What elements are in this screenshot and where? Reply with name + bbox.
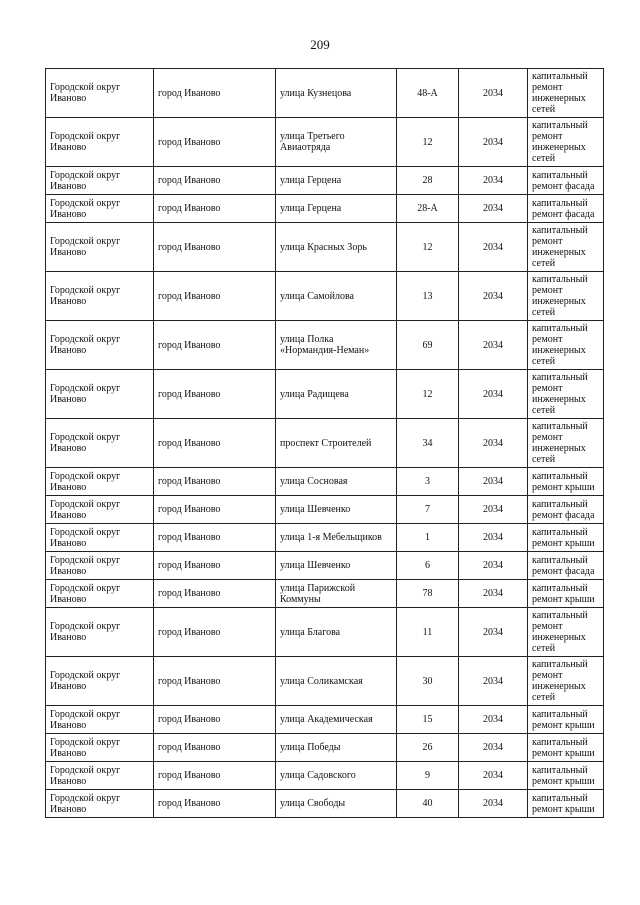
street-cell: улица Академическая [276,706,397,734]
repair-year-cell: 2034 [459,496,528,524]
municipal-district-cell: Городской округ Иваново [46,167,154,195]
settlement-cell: город Иваново [154,272,276,321]
street-cell: улица Третьего Авиаотряда [276,118,397,167]
work-type-cell: капитальный ремонт инженерных сетей [528,321,604,370]
table-row [46,790,604,818]
municipal-district-cell: Городской округ Иваново [46,419,154,468]
street-cell: улица Полка «Нормандия-Неман» [276,321,397,370]
repair-year-cell: 2034 [459,524,528,552]
street-cell: улица Кузнецова [276,69,397,118]
house-number-cell: 26 [397,734,459,762]
work-type-cell: капитальный ремонт инженерных сетей [528,69,604,118]
municipal-district-cell: Городской округ Иваново [46,118,154,167]
table-row [46,706,604,734]
house-number-cell: 48-А [397,69,459,118]
municipal-district-cell: Городской округ Иваново [46,496,154,524]
repair-year-cell: 2034 [459,370,528,419]
street-cell: проспект Строителей [276,419,397,468]
settlement-cell: город Иваново [154,608,276,657]
municipal-district-cell: Городской округ Иваново [46,552,154,580]
settlement-cell: город Иваново [154,118,276,167]
house-number-cell: 13 [397,272,459,321]
repair-year-cell: 2034 [459,762,528,790]
street-cell: улица Красных Зорь [276,223,397,272]
house-number-cell: 28 [397,167,459,195]
municipal-district-cell: Городской округ Иваново [46,195,154,223]
table-row [46,69,604,118]
settlement-cell: город Иваново [154,321,276,370]
repair-year-cell: 2034 [459,790,528,818]
table-row [46,608,604,657]
street-cell: улица Соликамская [276,657,397,706]
house-number-cell: 28-А [397,195,459,223]
settlement-cell: город Иваново [154,496,276,524]
house-number-cell: 12 [397,118,459,167]
repair-year-cell: 2034 [459,118,528,167]
house-number-cell: 3 [397,468,459,496]
street-cell: улица Сосновая [276,468,397,496]
settlement-cell: город Иваново [154,734,276,762]
municipal-district-cell: Городской округ Иваново [46,657,154,706]
municipal-district-cell: Городской округ Иваново [46,524,154,552]
street-cell: улица Шевченко [276,552,397,580]
street-cell: улица 1-я Мебельщиков [276,524,397,552]
repair-year-cell: 2034 [459,552,528,580]
repair-year-cell: 2034 [459,223,528,272]
work-type-cell: капитальный ремонт крыши [528,524,604,552]
work-type-cell: капитальный ремонт инженерных сетей [528,419,604,468]
table-row [46,580,604,608]
table-row [46,195,604,223]
house-number-cell: 1 [397,524,459,552]
table-row [46,657,604,706]
work-type-cell: капитальный ремонт инженерных сетей [528,370,604,419]
street-cell: улица Шевченко [276,496,397,524]
house-number-cell: 69 [397,321,459,370]
table-row [46,468,604,496]
repair-year-cell: 2034 [459,608,528,657]
table-body [46,69,604,818]
street-cell: улица Парижской Коммуны [276,580,397,608]
work-type-cell: капитальный ремонт крыши [528,468,604,496]
table-row [46,734,604,762]
repair-year-cell: 2034 [459,272,528,321]
house-number-cell: 11 [397,608,459,657]
work-type-cell: капитальный ремонт инженерных сетей [528,608,604,657]
settlement-cell: город Иваново [154,552,276,580]
repair-year-cell: 2034 [459,69,528,118]
municipal-district-cell: Городской округ Иваново [46,734,154,762]
house-number-cell: 12 [397,370,459,419]
settlement-cell: город Иваново [154,580,276,608]
settlement-cell: город Иваново [154,69,276,118]
repair-year-cell: 2034 [459,580,528,608]
work-type-cell: капитальный ремонт крыши [528,762,604,790]
municipal-district-cell: Городской округ Иваново [46,706,154,734]
work-type-cell: капитальный ремонт инженерных сетей [528,118,604,167]
municipal-district-cell: Городской округ Иваново [46,321,154,370]
municipal-district-cell: Городской округ Иваново [46,608,154,657]
street-cell: улица Герцена [276,195,397,223]
street-cell: улица Герцена [276,167,397,195]
work-type-cell: капитальный ремонт инженерных сетей [528,223,604,272]
municipal-district-cell: Городской округ Иваново [46,272,154,321]
repair-year-cell: 2034 [459,657,528,706]
repair-year-cell: 2034 [459,468,528,496]
street-cell: улица Самойлова [276,272,397,321]
settlement-cell: город Иваново [154,762,276,790]
repair-schedule-table [45,68,604,818]
work-type-cell: капитальный ремонт крыши [528,790,604,818]
repair-year-cell: 2034 [459,706,528,734]
page-number: 209 [310,37,330,52]
municipal-district-cell: Городской округ Иваново [46,580,154,608]
repair-year-cell: 2034 [459,734,528,762]
work-type-cell: капитальный ремонт фасада [528,195,604,223]
table-row [46,419,604,468]
table-row [46,524,604,552]
repair-year-cell: 2034 [459,167,528,195]
table-row [46,552,604,580]
settlement-cell: город Иваново [154,195,276,223]
work-type-cell: капитальный ремонт фасада [528,167,604,195]
settlement-cell: город Иваново [154,419,276,468]
table-row [46,370,604,419]
settlement-cell: город Иваново [154,167,276,195]
settlement-cell: город Иваново [154,524,276,552]
work-type-cell: капитальный ремонт фасада [528,552,604,580]
repair-year-cell: 2034 [459,321,528,370]
table-row [46,272,604,321]
house-number-cell: 34 [397,419,459,468]
house-number-cell: 6 [397,552,459,580]
work-type-cell: капитальный ремонт крыши [528,580,604,608]
repair-year-cell: 2034 [459,195,528,223]
street-cell: улица Свободы [276,790,397,818]
municipal-district-cell: Городской округ Иваново [46,370,154,419]
settlement-cell: город Иваново [154,706,276,734]
settlement-cell: город Иваново [154,657,276,706]
table-row [46,223,604,272]
house-number-cell: 78 [397,580,459,608]
work-type-cell: капитальный ремонт крыши [528,706,604,734]
repair-year-cell: 2034 [459,419,528,468]
house-number-cell: 7 [397,496,459,524]
municipal-district-cell: Городской округ Иваново [46,790,154,818]
work-type-cell: капитальный ремонт фасада [528,496,604,524]
settlement-cell: город Иваново [154,223,276,272]
house-number-cell: 30 [397,657,459,706]
municipal-district-cell: Городской округ Иваново [46,468,154,496]
table-row [46,321,604,370]
municipal-district-cell: Городской округ Иваново [46,69,154,118]
work-type-cell: капитальный ремонт инженерных сетей [528,272,604,321]
settlement-cell: город Иваново [154,790,276,818]
municipal-district-cell: Городской округ Иваново [46,223,154,272]
table-row [46,496,604,524]
house-number-cell: 12 [397,223,459,272]
street-cell: улица Благова [276,608,397,657]
settlement-cell: город Иваново [154,468,276,496]
work-type-cell: капитальный ремонт крыши [528,734,604,762]
settlement-cell: город Иваново [154,370,276,419]
house-number-cell: 9 [397,762,459,790]
street-cell: улица Победы [276,734,397,762]
table-row [46,167,604,195]
table-row [46,118,604,167]
house-number-cell: 15 [397,706,459,734]
street-cell: улица Садовского [276,762,397,790]
municipal-district-cell: Городской округ Иваново [46,762,154,790]
house-number-cell: 40 [397,790,459,818]
table-row [46,762,604,790]
work-type-cell: капитальный ремонт инженерных сетей [528,657,604,706]
street-cell: улица Радищева [276,370,397,419]
